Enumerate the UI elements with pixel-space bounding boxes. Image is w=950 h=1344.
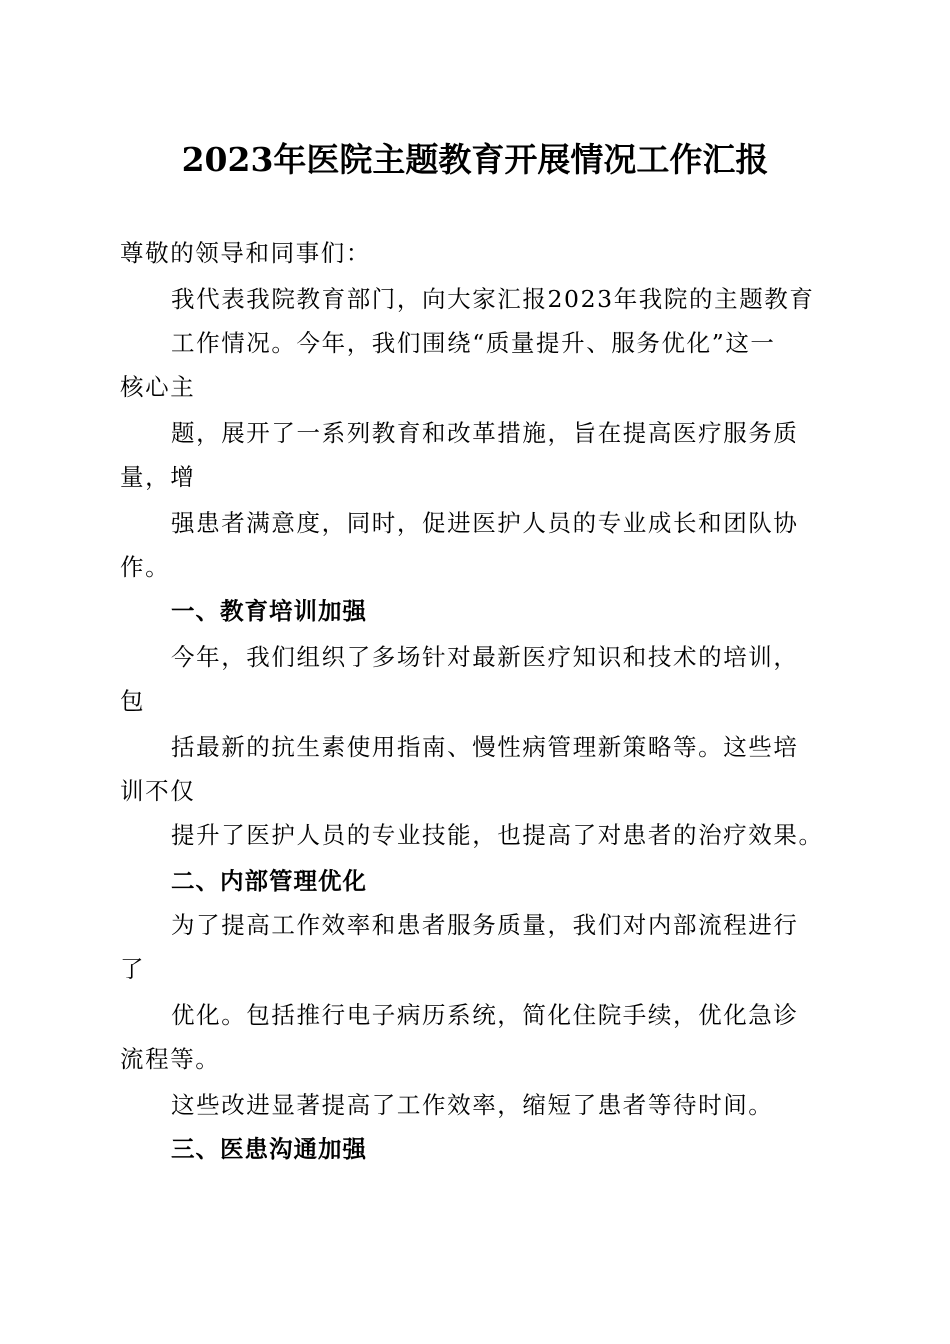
document-title: 2023年医院主题教育开展情况工作汇报 — [181, 140, 769, 179]
section-line: 包 — [120, 687, 146, 715]
intro-line: 强患者满意度，同时，促进医护人员的专业成长和团队协 — [171, 509, 799, 537]
section-line: 训不仅 — [120, 777, 196, 805]
section-line: 流程等。 — [120, 1045, 221, 1073]
salutation: 尊敬的领导和同事们： — [120, 239, 371, 267]
intro-line: 工作情况。今年，我们围绕“质量提升、服务优化”这一 — [171, 329, 776, 357]
section-line: 这些改进显著提高了工作效率，缩短了患者等待时间。 — [171, 1091, 774, 1119]
intro-line: 题，展开了一系列教育和改革措施，旨在提高医疗服务质 — [171, 419, 799, 447]
section-line: 提升了医护人员的专业技能，也提高了对患者的治疗效果。 — [171, 821, 824, 849]
section-line: 优化。包括推行电子病历系统，简化住院手续，优化急诊 — [171, 1001, 799, 1029]
section-heading: 二、内部管理优化 — [171, 867, 367, 895]
section-heading: 三、医患沟通加强 — [171, 1135, 367, 1163]
intro-line: 作。 — [120, 553, 171, 581]
intro-line: 我代表我院教育部门，向大家汇报2023年我院的主题教育 — [171, 285, 815, 313]
section-line: 了 — [120, 955, 146, 983]
section-line: 今年，我们组织了多场针对最新医疗知识和技术的培训， — [171, 643, 799, 671]
section-line: 括最新的抗生素使用指南、慢性病管理新策略等。这些培 — [171, 733, 799, 761]
section-heading: 一、教育培训加强 — [171, 597, 367, 625]
intro-line: 核心主 — [120, 373, 196, 401]
section-line: 为了提高工作效率和患者服务质量，我们对内部流程进行 — [171, 911, 799, 939]
intro-line: 量，增 — [120, 463, 196, 491]
